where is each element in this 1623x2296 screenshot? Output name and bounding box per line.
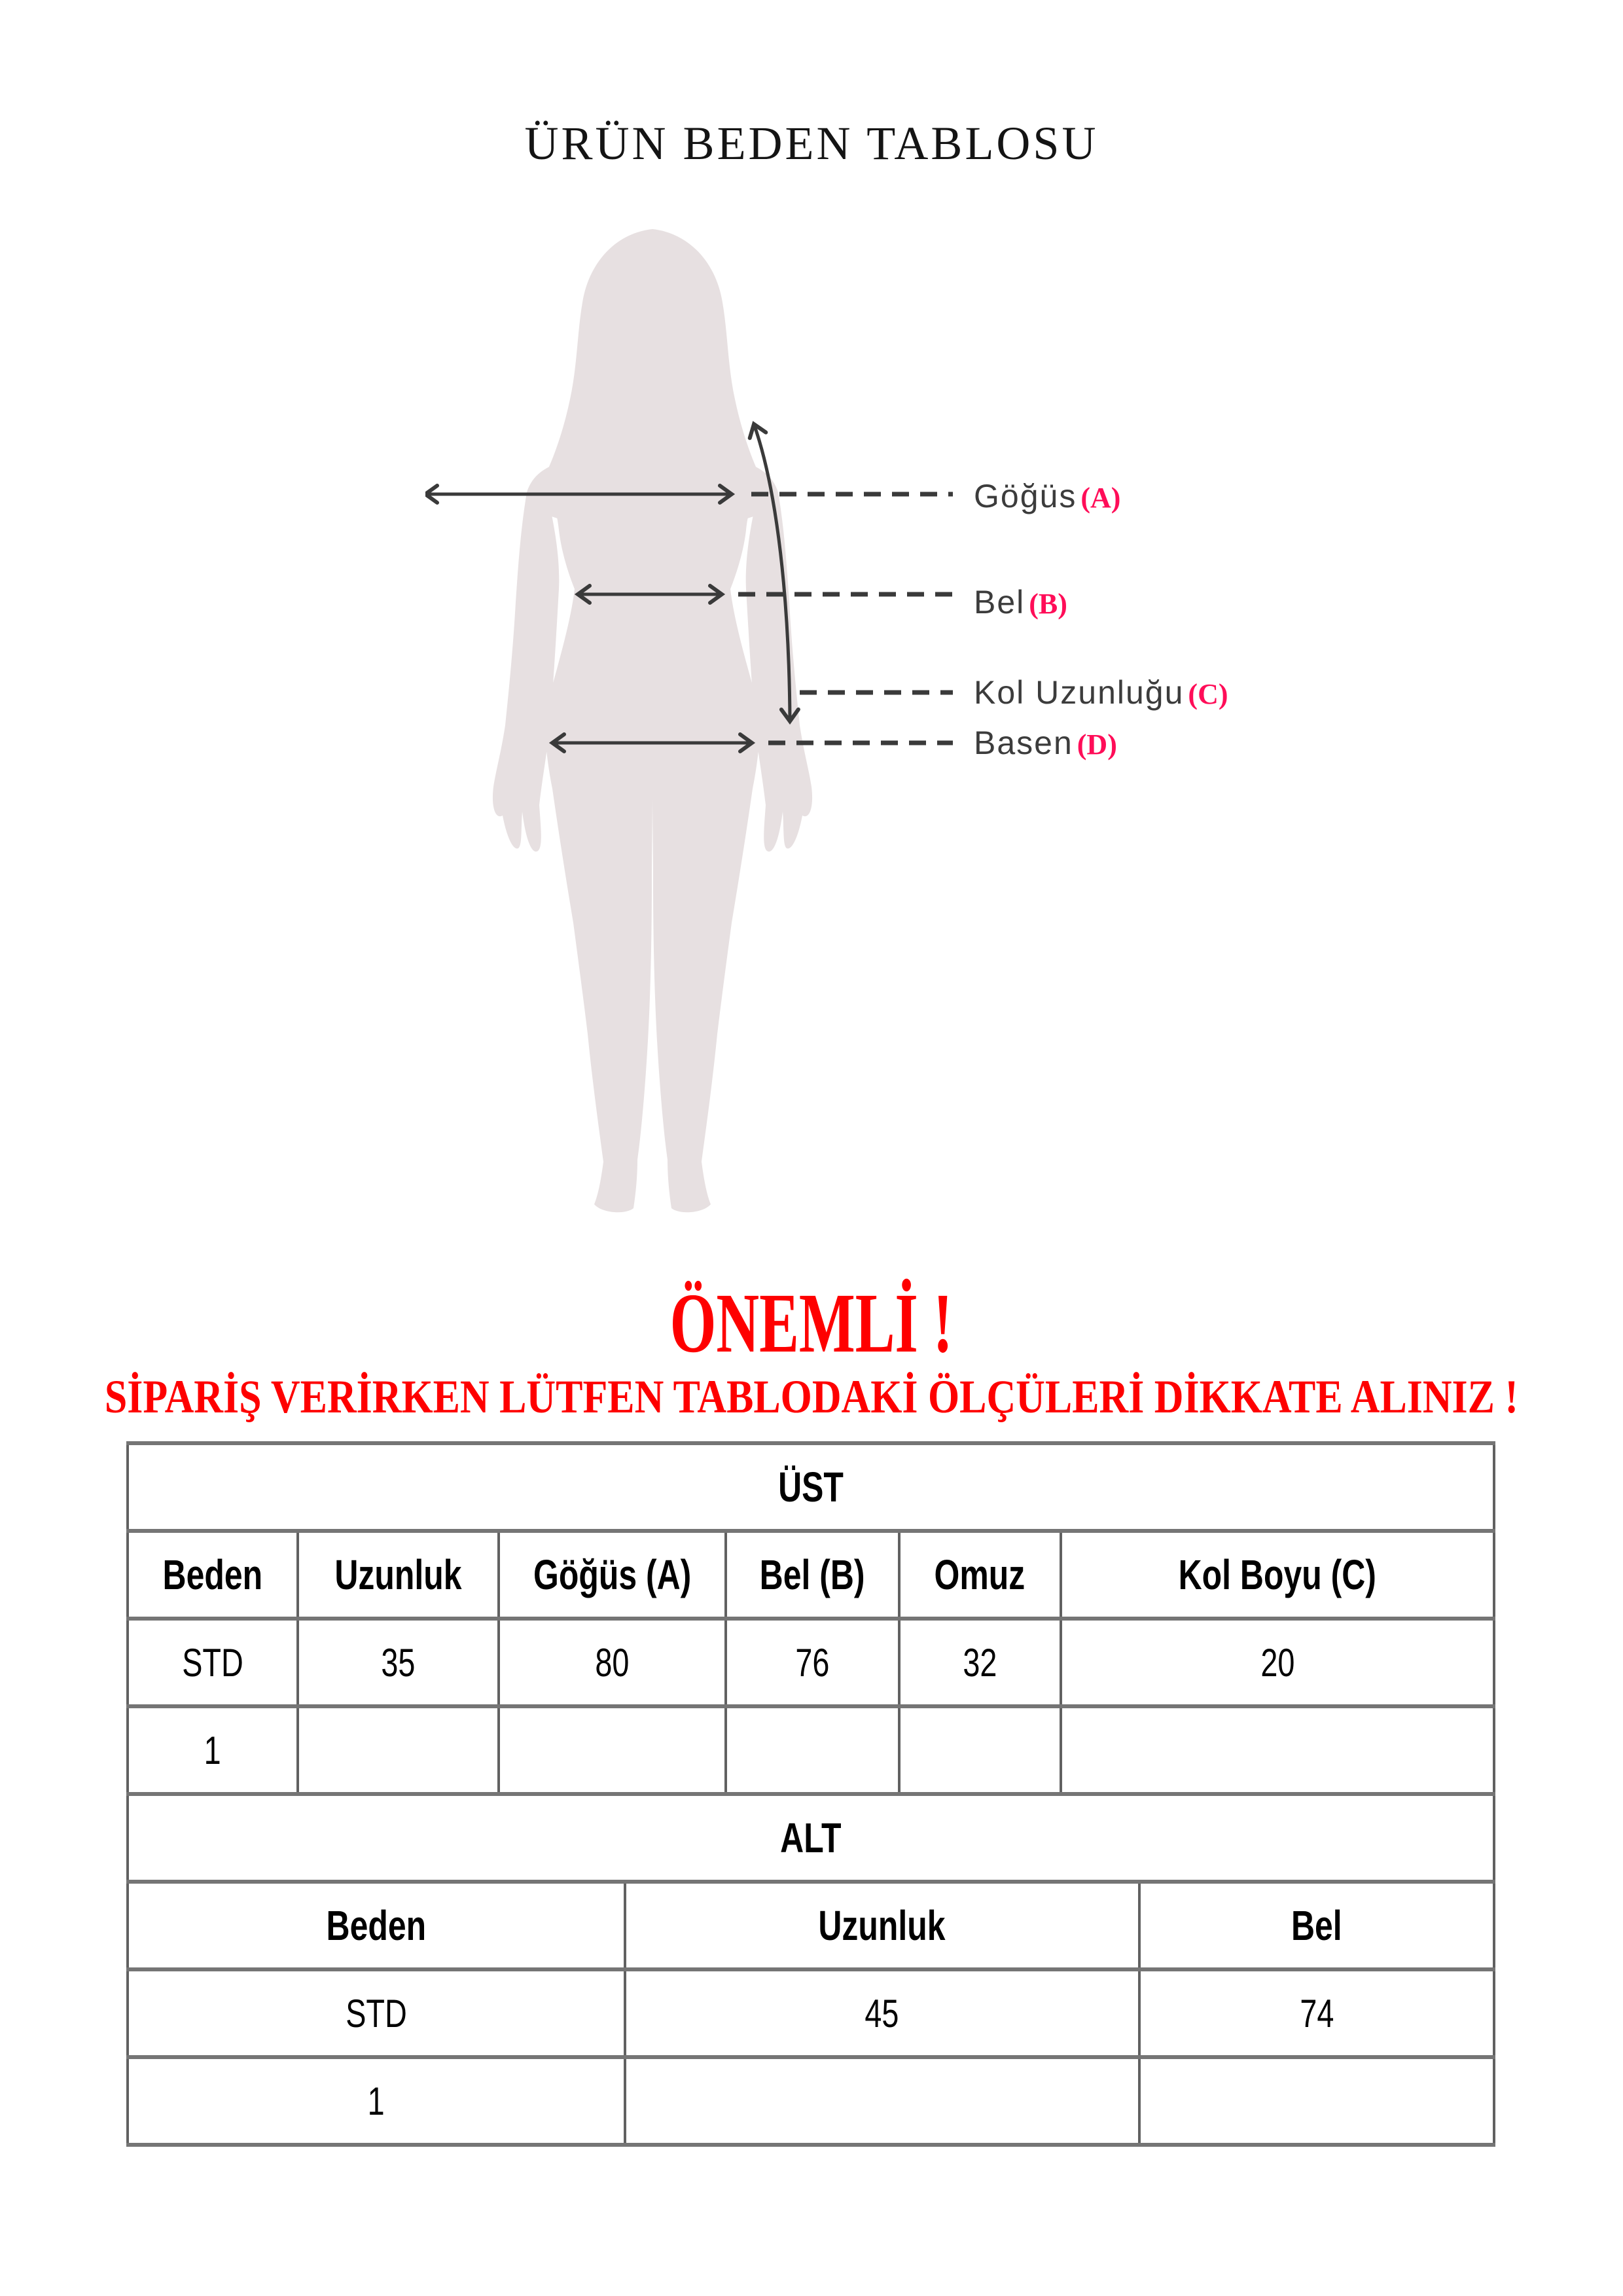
label-chest-letter: (A) <box>1080 482 1121 514</box>
label-hip <box>974 719 1117 766</box>
ust-value-kol-boyu: 20 <box>1061 1619 1494 1706</box>
label-arm-length <box>974 669 1228 716</box>
ust-section-cell <box>128 1443 1494 1531</box>
label-hip-letter: (D) <box>1077 728 1117 761</box>
label-arm-length-letter: (C) <box>1188 678 1228 710</box>
ust-section-row <box>128 1443 1494 1531</box>
ust-header-omuz: Omuz <box>899 1531 1061 1619</box>
ust-section-title: ÜST <box>778 1463 844 1511</box>
ust-value-omuz: 32 <box>899 1619 1061 1706</box>
alt-value-bel: 74 <box>1139 1969 1494 2057</box>
label-waist-text: Bel <box>974 584 1026 620</box>
alt-section-row <box>128 1794 1494 1882</box>
ust-header-gogus: Göğüs (A) <box>499 1531 726 1619</box>
alt-header-row <box>128 1882 1494 1969</box>
ust-header-kol-boyu: Kol Boyu (C) <box>1061 1531 1494 1619</box>
ust-value-gogus: 80 <box>499 1619 726 1706</box>
ust-qty-row <box>128 1706 1494 1794</box>
ust-header-row <box>128 1531 1494 1619</box>
alt-value-uzunluk: 45 <box>625 1969 1139 2057</box>
alt-header-uzunluk: Uzunluk <box>625 1882 1139 1969</box>
ust-header-beden: Beden <box>128 1531 298 1619</box>
label-hip-text: Basen <box>974 725 1073 761</box>
ust-header-uzunluk: Uzunluk <box>298 1531 499 1619</box>
label-waist <box>974 579 1067 626</box>
alt-qty-cell: 1 <box>128 2057 625 2145</box>
ust-value-bel: 76 <box>726 1619 899 1706</box>
alt-qty-row <box>128 2057 1494 2145</box>
alt-section-title: ALT <box>780 1814 842 1861</box>
ust-values-row <box>128 1619 1494 1706</box>
warning-text <box>0 1369 1623 1424</box>
label-chest <box>974 473 1120 520</box>
ust-header-bel: Bel (B) <box>726 1531 899 1619</box>
alt-values-row <box>128 1969 1494 2057</box>
warning-text-content: SİPARİŞ VERİRKEN LÜTFEN TABLODAKİ ÖLÇÜLERİ DİKKATE ALINIZ ! <box>104 1371 1519 1423</box>
important-heading-text: ÖNEMLİ ! <box>669 1276 954 1371</box>
label-chest-text: Göğüs <box>974 478 1077 514</box>
alt-section-cell <box>128 1794 1494 1882</box>
label-waist-letter: (B) <box>1029 588 1067 620</box>
ust-qty-cell: 1 <box>128 1706 298 1794</box>
alt-header-bel: Bel <box>1139 1882 1494 1969</box>
important-heading <box>0 1278 1623 1369</box>
page-title: ÜRÜN BEDEN TABLOSU <box>524 117 1099 170</box>
ust-value-uzunluk: 35 <box>298 1619 499 1706</box>
label-arm-length-text: Kol Uzunluğu <box>974 674 1185 711</box>
silhouette-body <box>493 450 812 1212</box>
alt-header-beden: Beden <box>128 1882 625 1969</box>
alt-value-beden: STD <box>128 1969 625 2057</box>
ust-value-beden: STD <box>128 1619 298 1706</box>
size-table <box>126 1441 1495 2147</box>
